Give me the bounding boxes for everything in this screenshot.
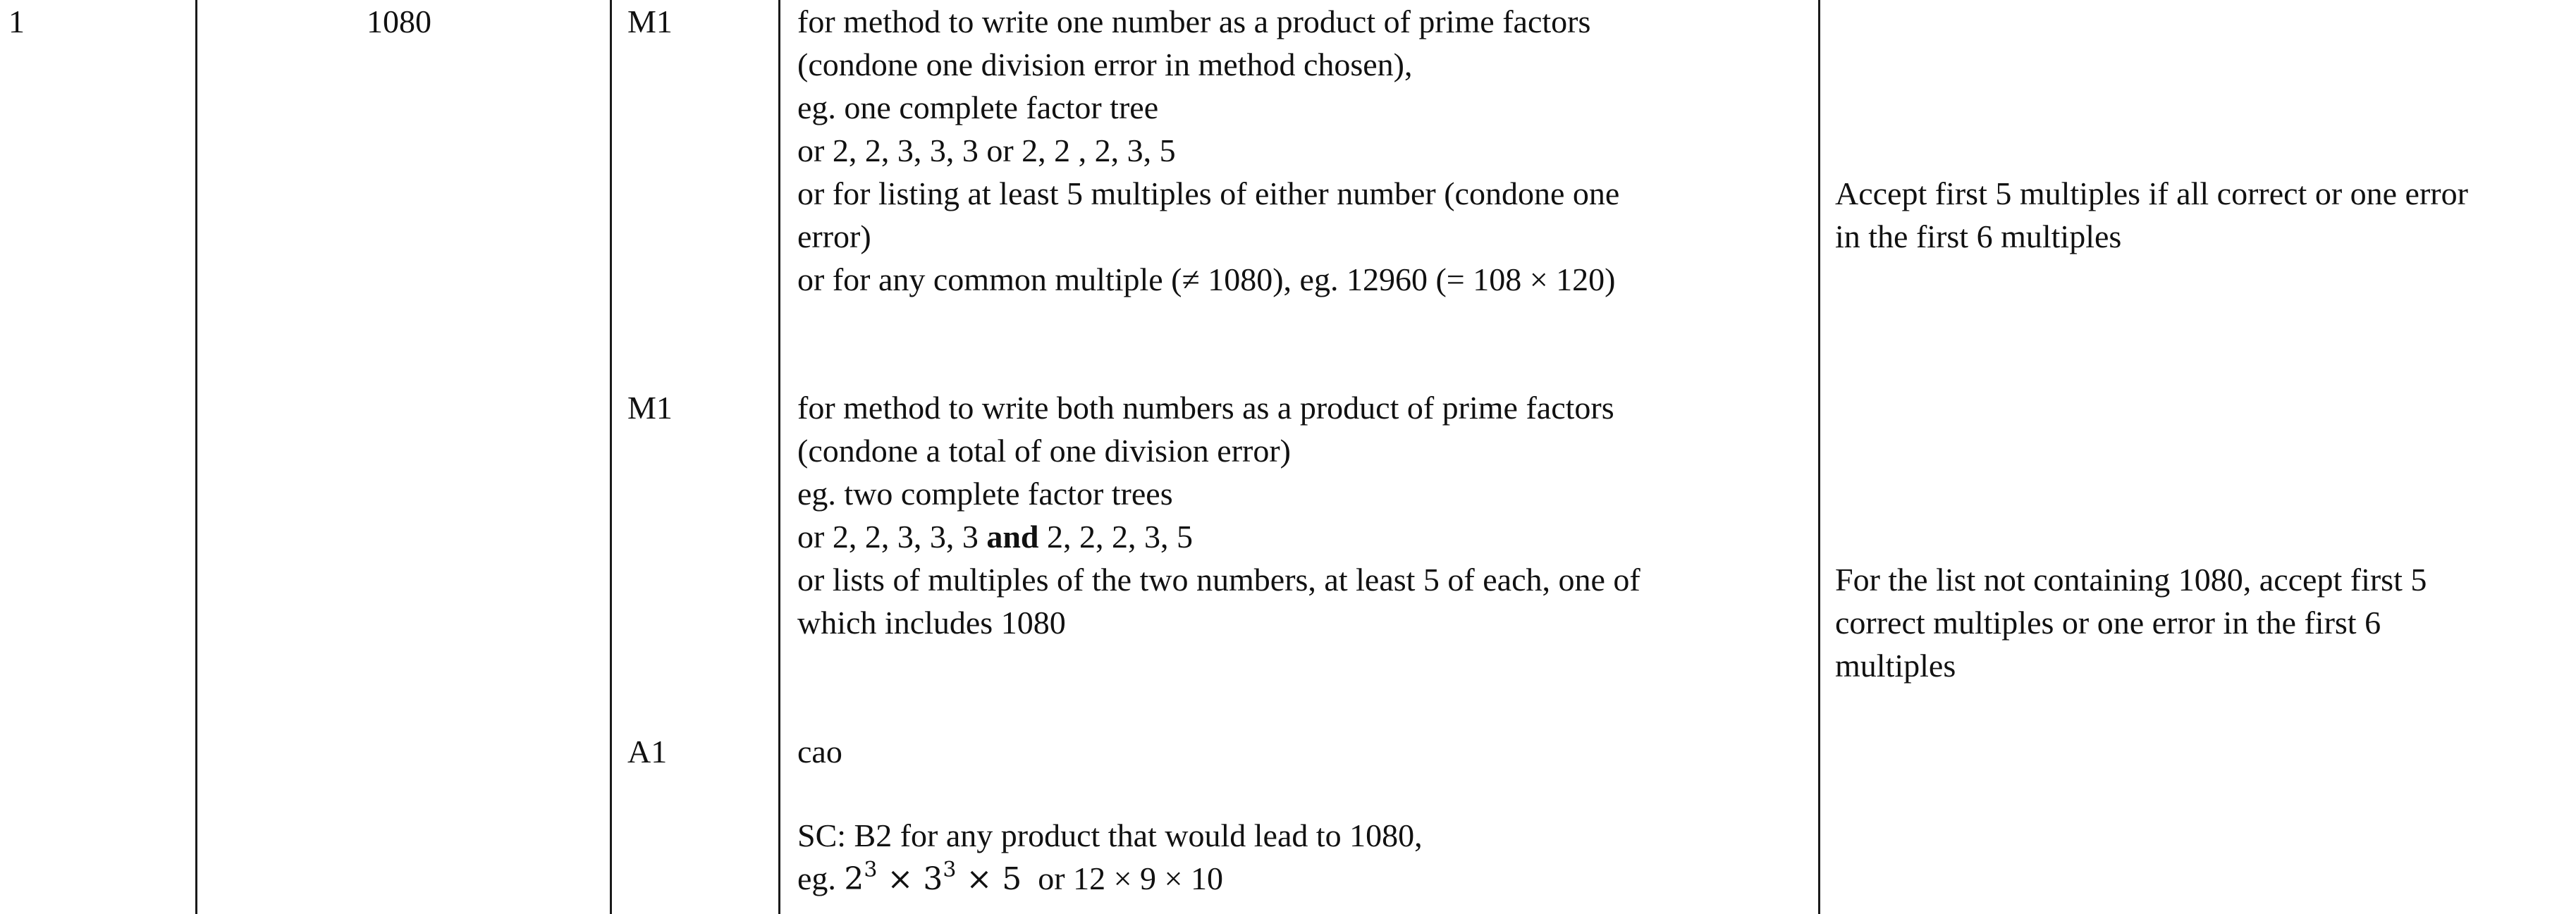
guidance-text: 2, 2, 2, 3, 5 bbox=[1038, 519, 1193, 555]
guidance-line: (condone a total of one division error) bbox=[797, 433, 1291, 469]
bold-and: and bbox=[986, 519, 1039, 555]
guidance-line: eg. two complete factor trees bbox=[797, 476, 1173, 512]
guidance-line: for method to write one number as a product of prime factors bbox=[797, 4, 1591, 39]
note-line: Accept first 5 multiples if all correct or one error bbox=[1835, 175, 2468, 211]
notes-block bbox=[1835, 558, 2427, 687]
note-line: in the first 6 multiples bbox=[1835, 218, 2122, 254]
column-divider bbox=[195, 0, 197, 914]
mark-code: M1 bbox=[627, 390, 673, 426]
guidance-text: eg. bbox=[797, 860, 845, 896]
math-exponent: 3 bbox=[864, 858, 878, 882]
guidance-line bbox=[797, 515, 1640, 558]
math-term: × 3 bbox=[877, 861, 943, 897]
guidance-text: or 2, 2, 3, 3, 3 bbox=[797, 519, 987, 555]
math-base: 2 bbox=[844, 861, 864, 897]
answer-value: 1080 bbox=[367, 4, 431, 39]
guidance-block bbox=[797, 0, 1619, 301]
guidance-line: for method to write both numbers as a product of prime factors bbox=[797, 390, 1614, 426]
math-exponent: 3 bbox=[943, 858, 957, 882]
note-line: correct multiples or one error in the first 6 bbox=[1835, 605, 2381, 641]
math-expression bbox=[844, 858, 1022, 897]
guidance-line: error) bbox=[797, 218, 871, 254]
guidance-line: or lists of multiples of the two numbers, at least 5 of each, one of bbox=[797, 562, 1640, 598]
guidance-line: or for listing at least 5 multiples of either number (condone one bbox=[797, 175, 1620, 211]
guidance-line: cao bbox=[797, 734, 842, 770]
guidance-line: SC: B2 for any product that would lead to 1080, bbox=[797, 817, 1423, 853]
guidance-line: which includes 1080 bbox=[797, 605, 1066, 641]
guidance-line: eg. one complete factor tree bbox=[797, 89, 1159, 125]
column-divider bbox=[778, 0, 780, 914]
guidance-block bbox=[797, 386, 1640, 644]
math-term: × 5 bbox=[956, 861, 1022, 897]
note-line: For the list not containing 1080, accept first 5 bbox=[1835, 562, 2427, 598]
mark-code: M1 bbox=[627, 4, 673, 39]
guidance-line bbox=[797, 857, 1223, 904]
guidance-line: or for any common multiple (≠ 1080), eg. 12960 (= 108 × 120) bbox=[797, 261, 1616, 297]
guidance-line: (condone one division error in method chosen), bbox=[797, 47, 1413, 82]
guidance-line: or 2, 2, 3, 3, 3 or 2, 2 , 2, 3, 5 bbox=[797, 132, 1176, 168]
note-line: multiples bbox=[1835, 648, 1956, 684]
question-number: 1 bbox=[8, 4, 25, 39]
column-divider bbox=[610, 0, 612, 914]
notes-block bbox=[1835, 172, 2468, 258]
guidance-text: or 12 × 9 × 10 bbox=[1022, 860, 1223, 896]
mark-code: A1 bbox=[627, 734, 668, 770]
column-divider bbox=[1818, 0, 1820, 914]
